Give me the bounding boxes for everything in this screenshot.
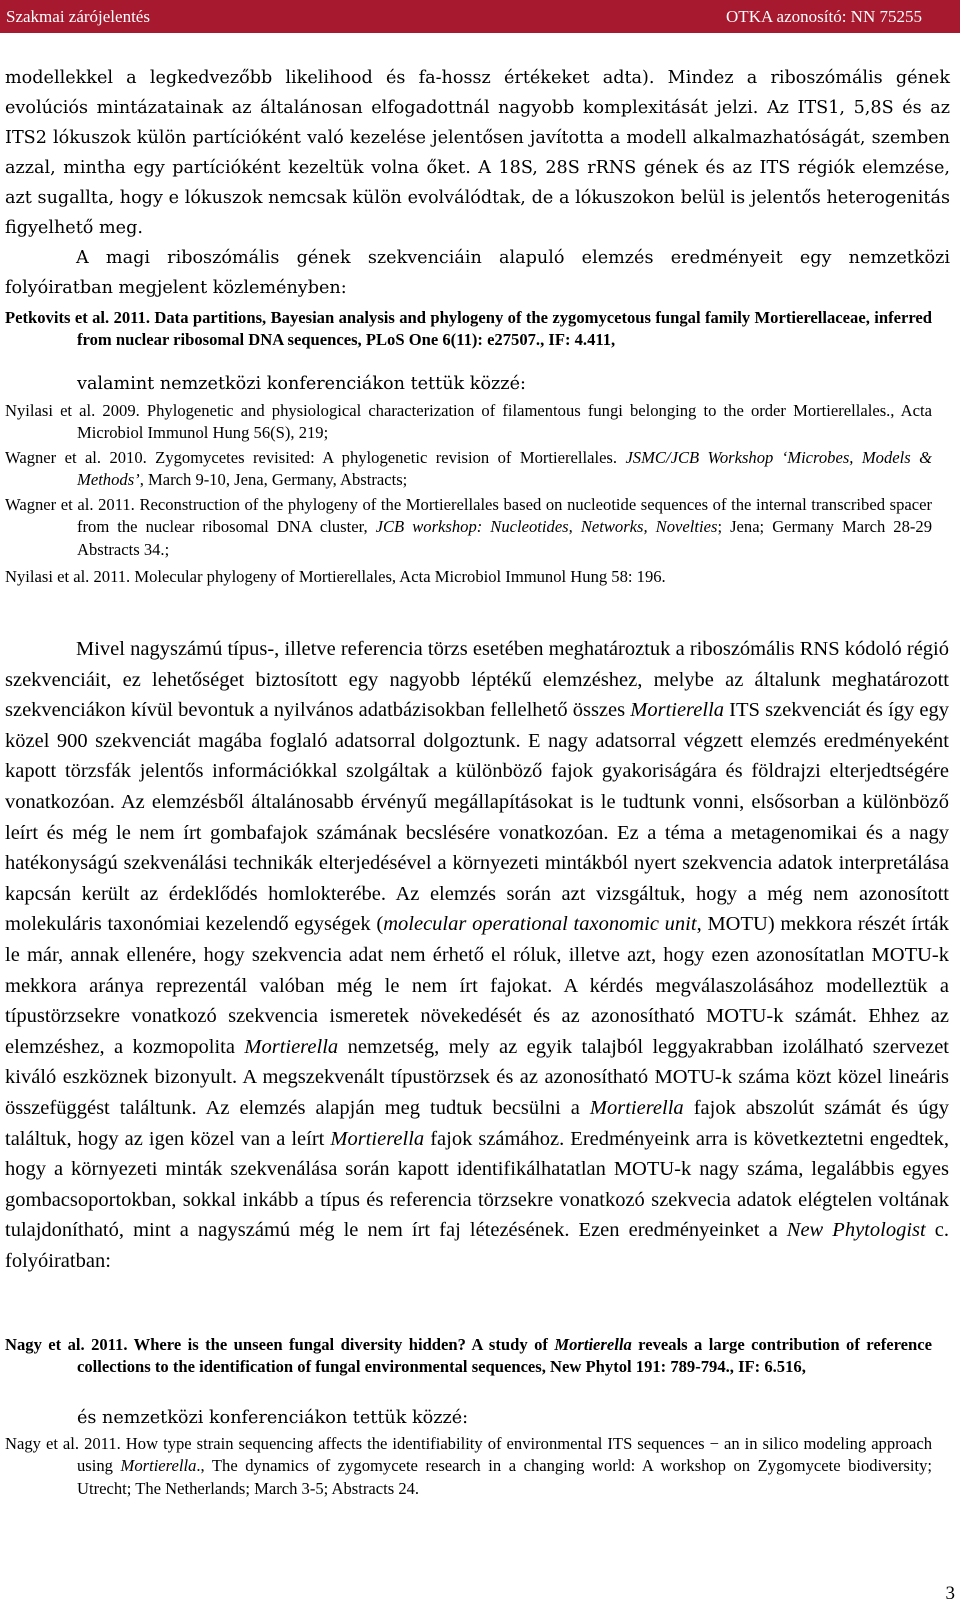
reference-nagy-2011-workshop: Nagy et al. 2011. How type strain sequencing affects the identifiability of environmental ITS sequences − an in silico modeling approach using Mortierella., The dynamics of zygomycete research in a changing world: A workshop on Zygomycete biodiversity; Utrecht; The Netherlands; March 3-5; Abstracts 24. bbox=[5, 1434, 932, 1498]
paragraph-1-lead: A magi riboszómális gének szekvenciáin alapuló elemzés eredményeit egy nemzetközi folyóiratban megjelent közleményben: bbox=[5, 248, 950, 298]
reference-nyilasi-2009: Nyilasi et al. 2009. Phylogenetic and physiological characterization of filamentous fungi belonging to the order Mortierellales., Acta Microbiol Immunol Hung 56(S), 219; bbox=[5, 401, 932, 443]
header-grant-id: OTKA azonosító: NN 75255 bbox=[726, 7, 922, 26]
reference-nagy-2011-newphytol: Nagy et al. 2011. Where is the unseen fungal diversity hidden? A study of Mortierella reveals a large contribution of reference collections to the identification of fungal environmental sequences, New Phytol 191: 789-794., IF: 6.516, bbox=[5, 1335, 933, 1377]
paragraph-1 bbox=[5, 63, 950, 303]
page-number: 3 bbox=[945, 1583, 955, 1604]
reference-nyilasi-2011: Nyilasi et al. 2011. Molecular phylogeny of Mortierellales, Acta Microbiol Immunol Hung 58: 196. bbox=[5, 567, 666, 586]
header-report-title: Szakmai zárójelentés bbox=[6, 7, 150, 26]
reference-wagner-2010: Wagner et al. 2010. Zygomycetes revisited: A phylogenetic revision of Mortierellales. JSMC/JCB Workshop ‘Microbes, Models & Methods’, March 9-10, Jena, Germany, Abstracts; bbox=[5, 448, 932, 490]
page-header-bar bbox=[0, 0, 960, 33]
paragraph-1-text: modellekkel a legkedvezőbb likelihood és fa-hossz értékeket adta). Mindez a riboszómális gének evolúciós mintázatainak az általánosan elfogadottnál nagyobb komplexitását jelzi. Az ITS1, 5,8S és az ITS2 lókuszok külön partícióként való kezelése jelentősen javította a modell alkalmazhatóságát, szemben azzal, mintha egy partícióként kezeltük volna őket. A 18S, 28S rRNS gének és az ITS régiók elemzése, azt sugallta, hogy e lókuszok nemcsak külön evolválódtak, de a lókuszokon belül is jelentős heterogenitás figyelhető meg. bbox=[5, 68, 950, 238]
conference-intro-2: és nemzetközi konferenciákon tettük közzé: bbox=[77, 1408, 469, 1428]
reference-wagner-2011: Wagner et al. 2011. Reconstruction of the phylogeny of the Mortierellales based on nucleotide sequences of the internal transcribed spacer from the nuclear ribosomal DNA cluster, JCB workshop: Nucleotides, Networks, Novelties; Jena; Germany March 28-29 Abstracts 34.; bbox=[5, 495, 932, 559]
conference-intro-1: valamint nemzetközi konferenciákon tettük közzé: bbox=[77, 374, 526, 394]
paragraph-2: Mivel nagyszámú típus-, illetve referencia törzs esetében meghatároztuk a riboszómális RNS kódoló régió szekvenciáit, ez lehetőséget biztosított egy nagyobb léptékű elemzéshez, melybe az általunk meghatározott szekvenciákon kívül bevontuk a nyilvános adatbázisokban fellelhető összes Mortierella ITS szekvenciát és így egy közel 900 szekvenciát magába foglaló adatsorral dolgoztunk. E nagy adatsorral végzett elemzés eredményeként kapott törzsfák jelentős információkkal szolgáltak a különböző fajok gyakoriságára és földrajzi elterjedtségére vonatkozóan. Az elemzésből általánosabb érvényű megállapításokat is le tudtunk vonni, elsősorban a különböző leírt és még le nem írt gombafajok számának becslésére vonatkozóan. Ez a téma a metagenomikai és a nagy hatékonyságú szekvenálási technikák elterjedésével a környezeti mintákból nyert szekvencia adatok interpretálása kapcsán került az érdeklődés homlokterébe. Az elemzés során azt vizsgáltuk, hogy a még nem azonosított molekuláris taxonómiai kezelendő egységek (molecular operational taxonomic unit, MOTU) mekkora részét írták le már, annak ellenére, hogy szekvencia adat nem érhető el róluk, illetve azt, hogy ezen azonosítatlan MOTU-k mekkora aránya reprezentál valóban még le nem írt fajokat. A kérdés megválaszolásához modelleztük a típustörzsekre vonatkozó szekvencia ismeretek növekedését és az azonosítható MOTU-k számát. Ehhez az elemzéshez, a kozmopolita Mortierella nemzetség, mely az egyik talajból leggyakrabban izolálható szervezet kiváló eszköznek bizonyult. A megszekvenált típustörzsek és az azonosítható MOTU-k száma közt közel lineáris összefüggést találtunk. Az elemzés alapján meg tudtuk becsülni a Mortierella fajok abszolút számát és úgy találtuk, hogy az igen közel van a leírt Mortierella fajok számához. Eredményeink arra is következtetni engedtek, hogy a környezeti minták szekvenálása során kapott identifikálhatatlan MOTU-k nagy száma, legalábbis egyes gombacsoportokban, sokkal inkább a típus és referencia törzsekre vonatkozó szekvecia adatok elégtelen voltának tulajdonítható, mint a nagyszámú még le nem írt faj létezésének. Ezen eredményeinket a New Phytologist c. folyóiratban: bbox=[5, 638, 950, 1272]
reference-petkovits-2011: Petkovits et al. 2011. Data partitions, Bayesian analysis and phylogeny of the zygomycetous fungal family Mortierellaceae, inferred from nuclear ribosomal DNA sequences, PLoS One 6(11): e27507., IF: 4.411, bbox=[5, 308, 932, 350]
